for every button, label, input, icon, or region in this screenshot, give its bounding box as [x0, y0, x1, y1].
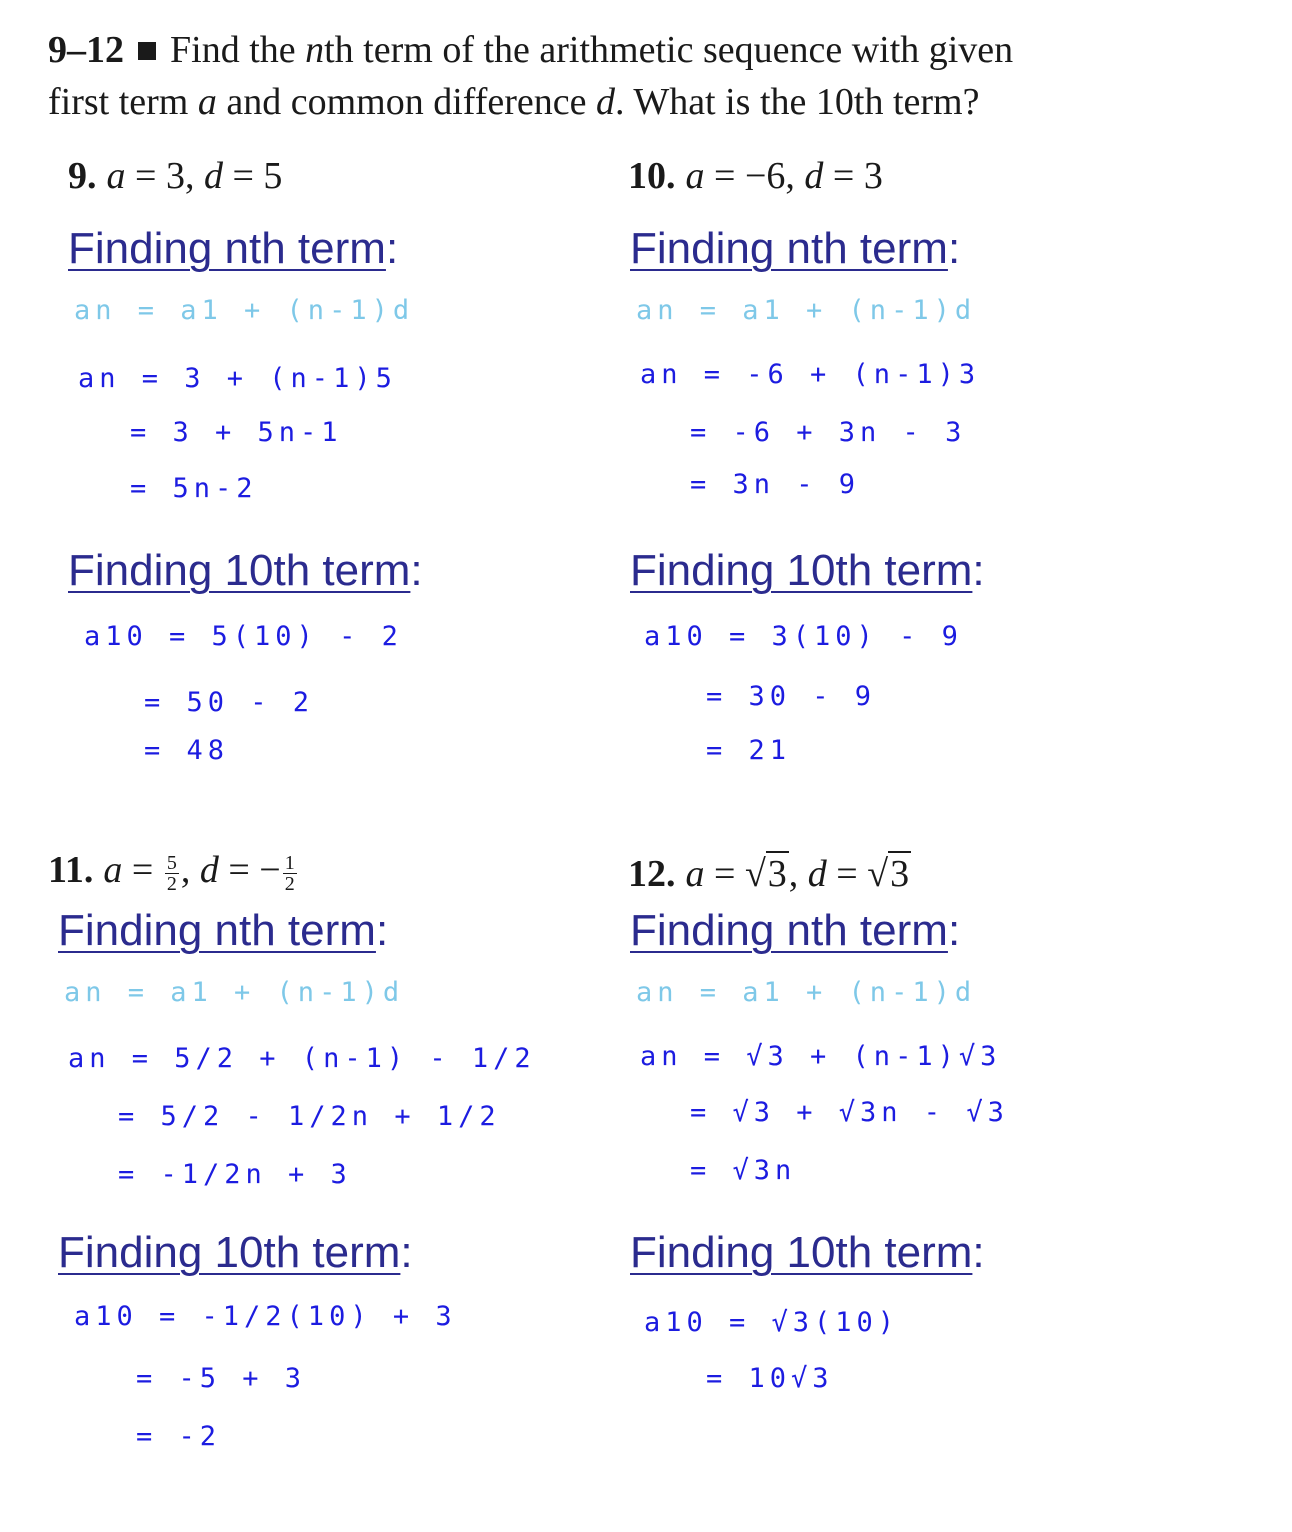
problem-number: 9. [68, 155, 97, 197]
var-d: d [203, 155, 223, 197]
problem-11-statement: 11. a = $\frac{5}{2}$ , d = − $\frac{1}{2}$ [48, 849, 295, 895]
problem-10-nth-heading [630, 224, 960, 274]
problem-12-nth-step-3: = √3n [690, 1155, 797, 1186]
problem-12-nth-step-1: an = √3 + (n-1)√3 [640, 1041, 1002, 1072]
problem-11-formula: an = a1 + (n-1)d [64, 977, 405, 1008]
radicand: 3 [890, 853, 910, 895]
radicand: 3 [767, 853, 787, 895]
problem-11-nth-step-3: = -1/2n + 3 [118, 1159, 352, 1190]
fraction-a [165, 853, 179, 894]
heading-colon: : [385, 224, 399, 273]
heading-colon: : [947, 906, 961, 955]
instruction-text: Find the [170, 29, 306, 71]
problem-10-tenth-step-1: a10 = 3(10) - 9 [644, 621, 963, 652]
heading-text: Finding 10th term [58, 1228, 401, 1277]
instruction-text: . What is the 10th term? [615, 81, 980, 123]
problem-10-tenth-step-2: = 30 - 9 [706, 681, 877, 712]
problem-9-nth-heading [68, 224, 398, 274]
problem-10-formula: an = a1 + (n-1)d [636, 295, 977, 326]
problem-9-tenth-step-3: = 48 [144, 735, 230, 766]
problem-9-tenth-step-1: a10 = 5(10) - 2 [84, 621, 403, 652]
instruction-var-a: a [197, 81, 217, 123]
heading-text: Finding nth term [630, 224, 948, 273]
problem-11-nth-step-2: = 5/2 - 1/2n + 1/2 [118, 1101, 501, 1132]
problem-12-tenth-step-1: a10 = √3(10) [644, 1307, 900, 1338]
fraction-d [283, 853, 297, 894]
fraction-numerator: 5 [166, 851, 177, 874]
problem-12-tenth-step-2: = 10√3 [706, 1363, 834, 1394]
heading-colon: : [375, 906, 389, 955]
sign-minus: − [259, 849, 281, 891]
problem-12-tenth-heading [630, 1228, 985, 1278]
heading-text: Finding 10th term [68, 546, 411, 595]
problem-9-nth-step-3: = 5n-2 [130, 473, 258, 504]
sqrt-a: √3 [744, 853, 787, 895]
heading-colon: : [972, 546, 985, 595]
problem-number: 11. [48, 849, 94, 891]
problem-instructions [48, 24, 1248, 128]
problem-10-statement: 10. a = −6, d = 3 [628, 155, 883, 197]
instruction-var-n: n [305, 29, 325, 71]
var-a: a [685, 853, 705, 895]
problem-11-nth-step-1: an = 5/2 + (n-1) - 1/2 [68, 1043, 536, 1074]
problem-11-tenth-heading [58, 1228, 413, 1278]
heading-colon: : [972, 1228, 985, 1277]
problem-10-nth-step-1: an = -6 + (n-1)3 [640, 359, 981, 390]
problem-11-tenth-step-2: = -5 + 3 [136, 1363, 307, 1394]
instruction-text: th term of the arithmetic sequence with given [324, 29, 1014, 71]
heading-text: Finding 10th term [630, 1228, 973, 1277]
problem-12-statement: 12. a = √3, d = √3 [628, 853, 910, 895]
heading-text: Finding nth term [68, 224, 386, 273]
instruction-var-d: d [596, 81, 616, 123]
heading-text: Finding nth term [58, 906, 376, 955]
var-d: d [199, 849, 219, 891]
instruction-text: and common difference [216, 81, 597, 123]
var-d: d [804, 155, 824, 197]
problem-9-nth-step-1: an = 3 + (n-1)5 [78, 363, 397, 394]
fraction-denominator: 2 [166, 872, 177, 895]
problem-range: 9–12 [48, 29, 124, 71]
heading-colon: : [947, 224, 961, 273]
problem-9-formula: an = a1 + (n-1)d [74, 295, 415, 326]
heading-colon: : [400, 1228, 413, 1277]
problem-11-tenth-step-1: a10 = -1/2(10) + 3 [74, 1301, 457, 1332]
value-d: 3 [863, 155, 883, 197]
sqrt-d: √3 [867, 853, 910, 895]
problem-number: 12. [628, 853, 676, 895]
var-d: d [807, 853, 827, 895]
problem-12-nth-heading [630, 906, 960, 956]
problem-10-nth-step-2: = -6 + 3n - 3 [690, 417, 967, 448]
value-d: 5 [263, 155, 283, 197]
fraction-denominator: 2 [284, 872, 295, 895]
problem-number: 10. [628, 155, 676, 197]
problem-9-tenth-heading [68, 546, 423, 596]
var-a: a [685, 155, 705, 197]
problem-9-nth-step-2: = 3 + 5n-1 [130, 417, 343, 448]
var-a: a [106, 155, 126, 197]
value-a: 3 [165, 155, 185, 197]
problem-11-nth-heading [58, 906, 388, 956]
fraction-numerator: 1 [284, 851, 295, 874]
heading-colon: : [410, 546, 423, 595]
problem-10-tenth-heading [630, 546, 985, 596]
problem-12-nth-step-2: = √3 + √3n - √3 [690, 1097, 1009, 1128]
problem-10-tenth-step-3: = 21 [706, 735, 792, 766]
problem-10-nth-step-3: = 3n - 9 [690, 469, 861, 500]
problem-12-formula: an = a1 + (n-1)d [636, 977, 977, 1008]
problem-11-tenth-step-3: = -2 [136, 1421, 222, 1452]
bullet-square-icon [138, 42, 156, 60]
problem-9-tenth-step-2: = 50 - 2 [144, 687, 315, 718]
heading-text: Finding 10th term [630, 546, 973, 595]
value-a: −6 [744, 155, 786, 197]
var-a: a [103, 849, 123, 891]
problem-9-statement: 9. a = 3, d = 5 [68, 155, 283, 197]
heading-text: Finding nth term [630, 906, 948, 955]
instruction-text: first term [48, 81, 198, 123]
